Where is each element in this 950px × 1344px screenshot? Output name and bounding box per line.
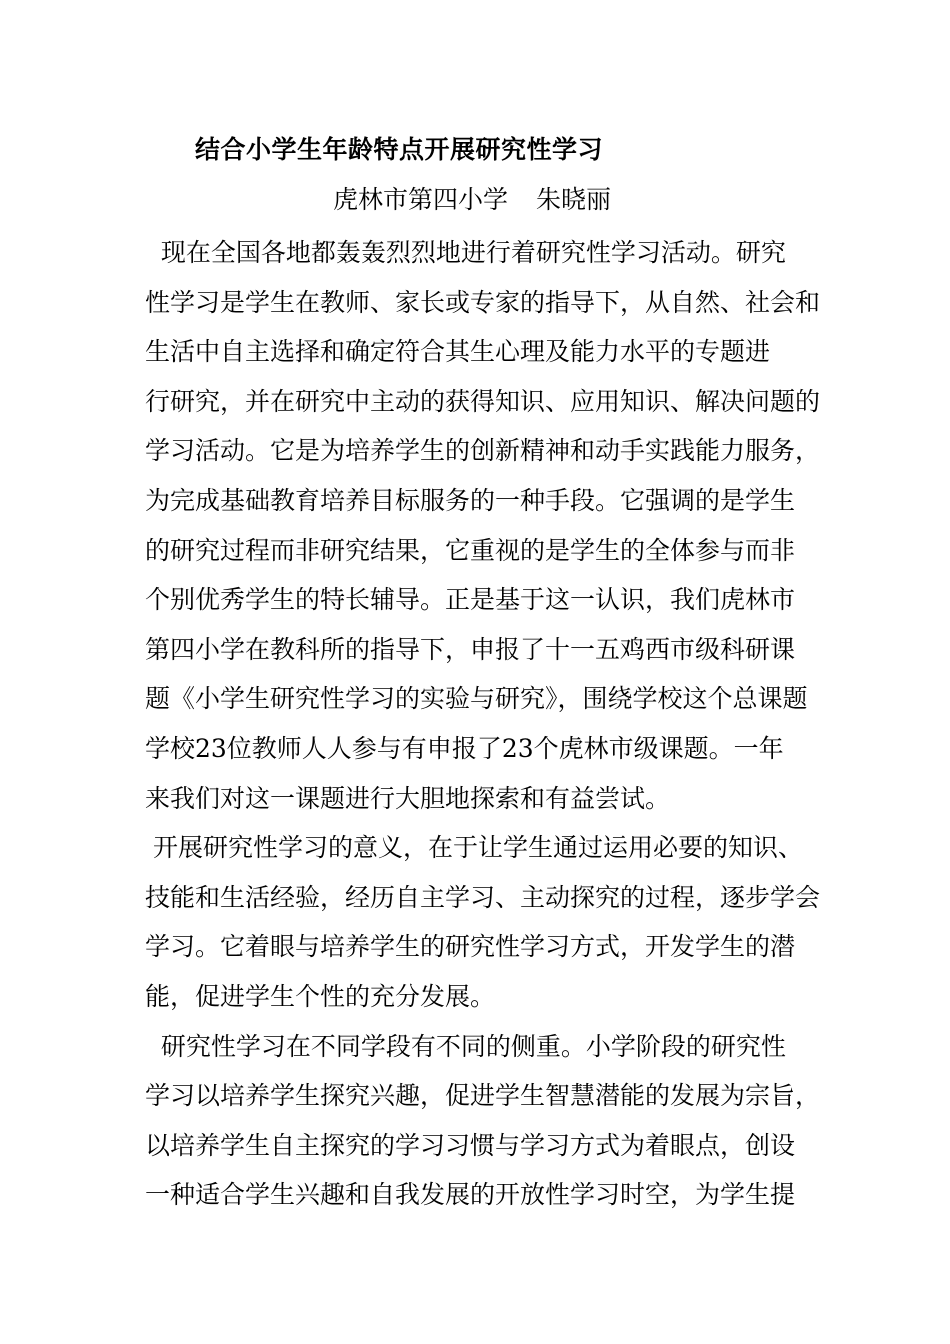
body-line: 生活中自主选择和确定符合其生心理及能力水平的专题进 bbox=[145, 337, 771, 367]
author-school: 虎林市第四小学 bbox=[333, 185, 509, 214]
body-line: 为完成基础教育培养目标服务的一种手段。它强调的是学生 bbox=[145, 485, 796, 515]
body-line: 技能和生活经验，经历自主学习、主动探究的过程，逐步学会 bbox=[145, 882, 821, 912]
body-line: 研究性学习在不同学段有不同的侧重。小学阶段的研究性 bbox=[145, 1031, 786, 1061]
body-line: 能，促进学生个性的充分发展。 bbox=[145, 981, 496, 1011]
body-line: 现在全国各地都轰轰烈烈地进行着研究性学习活动。研究 bbox=[145, 238, 786, 267]
body-line: 来我们对这一课题进行大胆地探索和有益尝试。 bbox=[145, 783, 671, 813]
body-line: 性学习是学生在教师、家长或专家的指导下，从自然、社会和 bbox=[145, 287, 821, 317]
body-line: 学习以培养学生探究兴趣，促进学生智慧潜能的发展为宗旨， bbox=[145, 1081, 821, 1111]
body-line: 个别优秀学生的特长辅导。正是基于这一认识，我们虎林市 bbox=[145, 585, 796, 615]
body-line: 学习。它着眼与培养学生的研究性学习方式，开发学生的潜 bbox=[145, 932, 796, 962]
body-line: 行研究，并在研究中主动的获得知识、应用知识、解决问题的 bbox=[145, 386, 821, 416]
body-line: 以培养学生自主探究的学习习惯与学习方式为着眼点，创设 bbox=[145, 1130, 796, 1160]
document-body bbox=[145, 228, 825, 1220]
body-line: 学习活动。它是为培养学生的创新精神和动手实践能力服务， bbox=[145, 436, 821, 466]
body-line: 的研究过程而非研究结果，它重视的是学生的全体参与而非 bbox=[145, 535, 796, 565]
body-line: 开展研究性学习的意义，在于让学生通过运用必要的知识、 bbox=[145, 833, 803, 863]
body-line: 题《小学生研究性学习的实验与研究》，围绕学校这个总课题 bbox=[145, 684, 808, 714]
body-line: 第四小学在教科所的指导下，申报了十一五鸡西市级科研课 bbox=[145, 634, 796, 664]
author-name: 朱晓丽 bbox=[536, 185, 612, 214]
body-line: 学校23位教师人人参与有申报了23个虎林市级课题。一年 bbox=[145, 733, 784, 763]
document-title: 结合小学生年龄特点开展研究性学习 bbox=[195, 135, 604, 164]
body-line: 一种适合学生兴趣和自我发展的开放性学习时空，为学生提 bbox=[145, 1180, 796, 1210]
author-byline bbox=[333, 183, 611, 217]
